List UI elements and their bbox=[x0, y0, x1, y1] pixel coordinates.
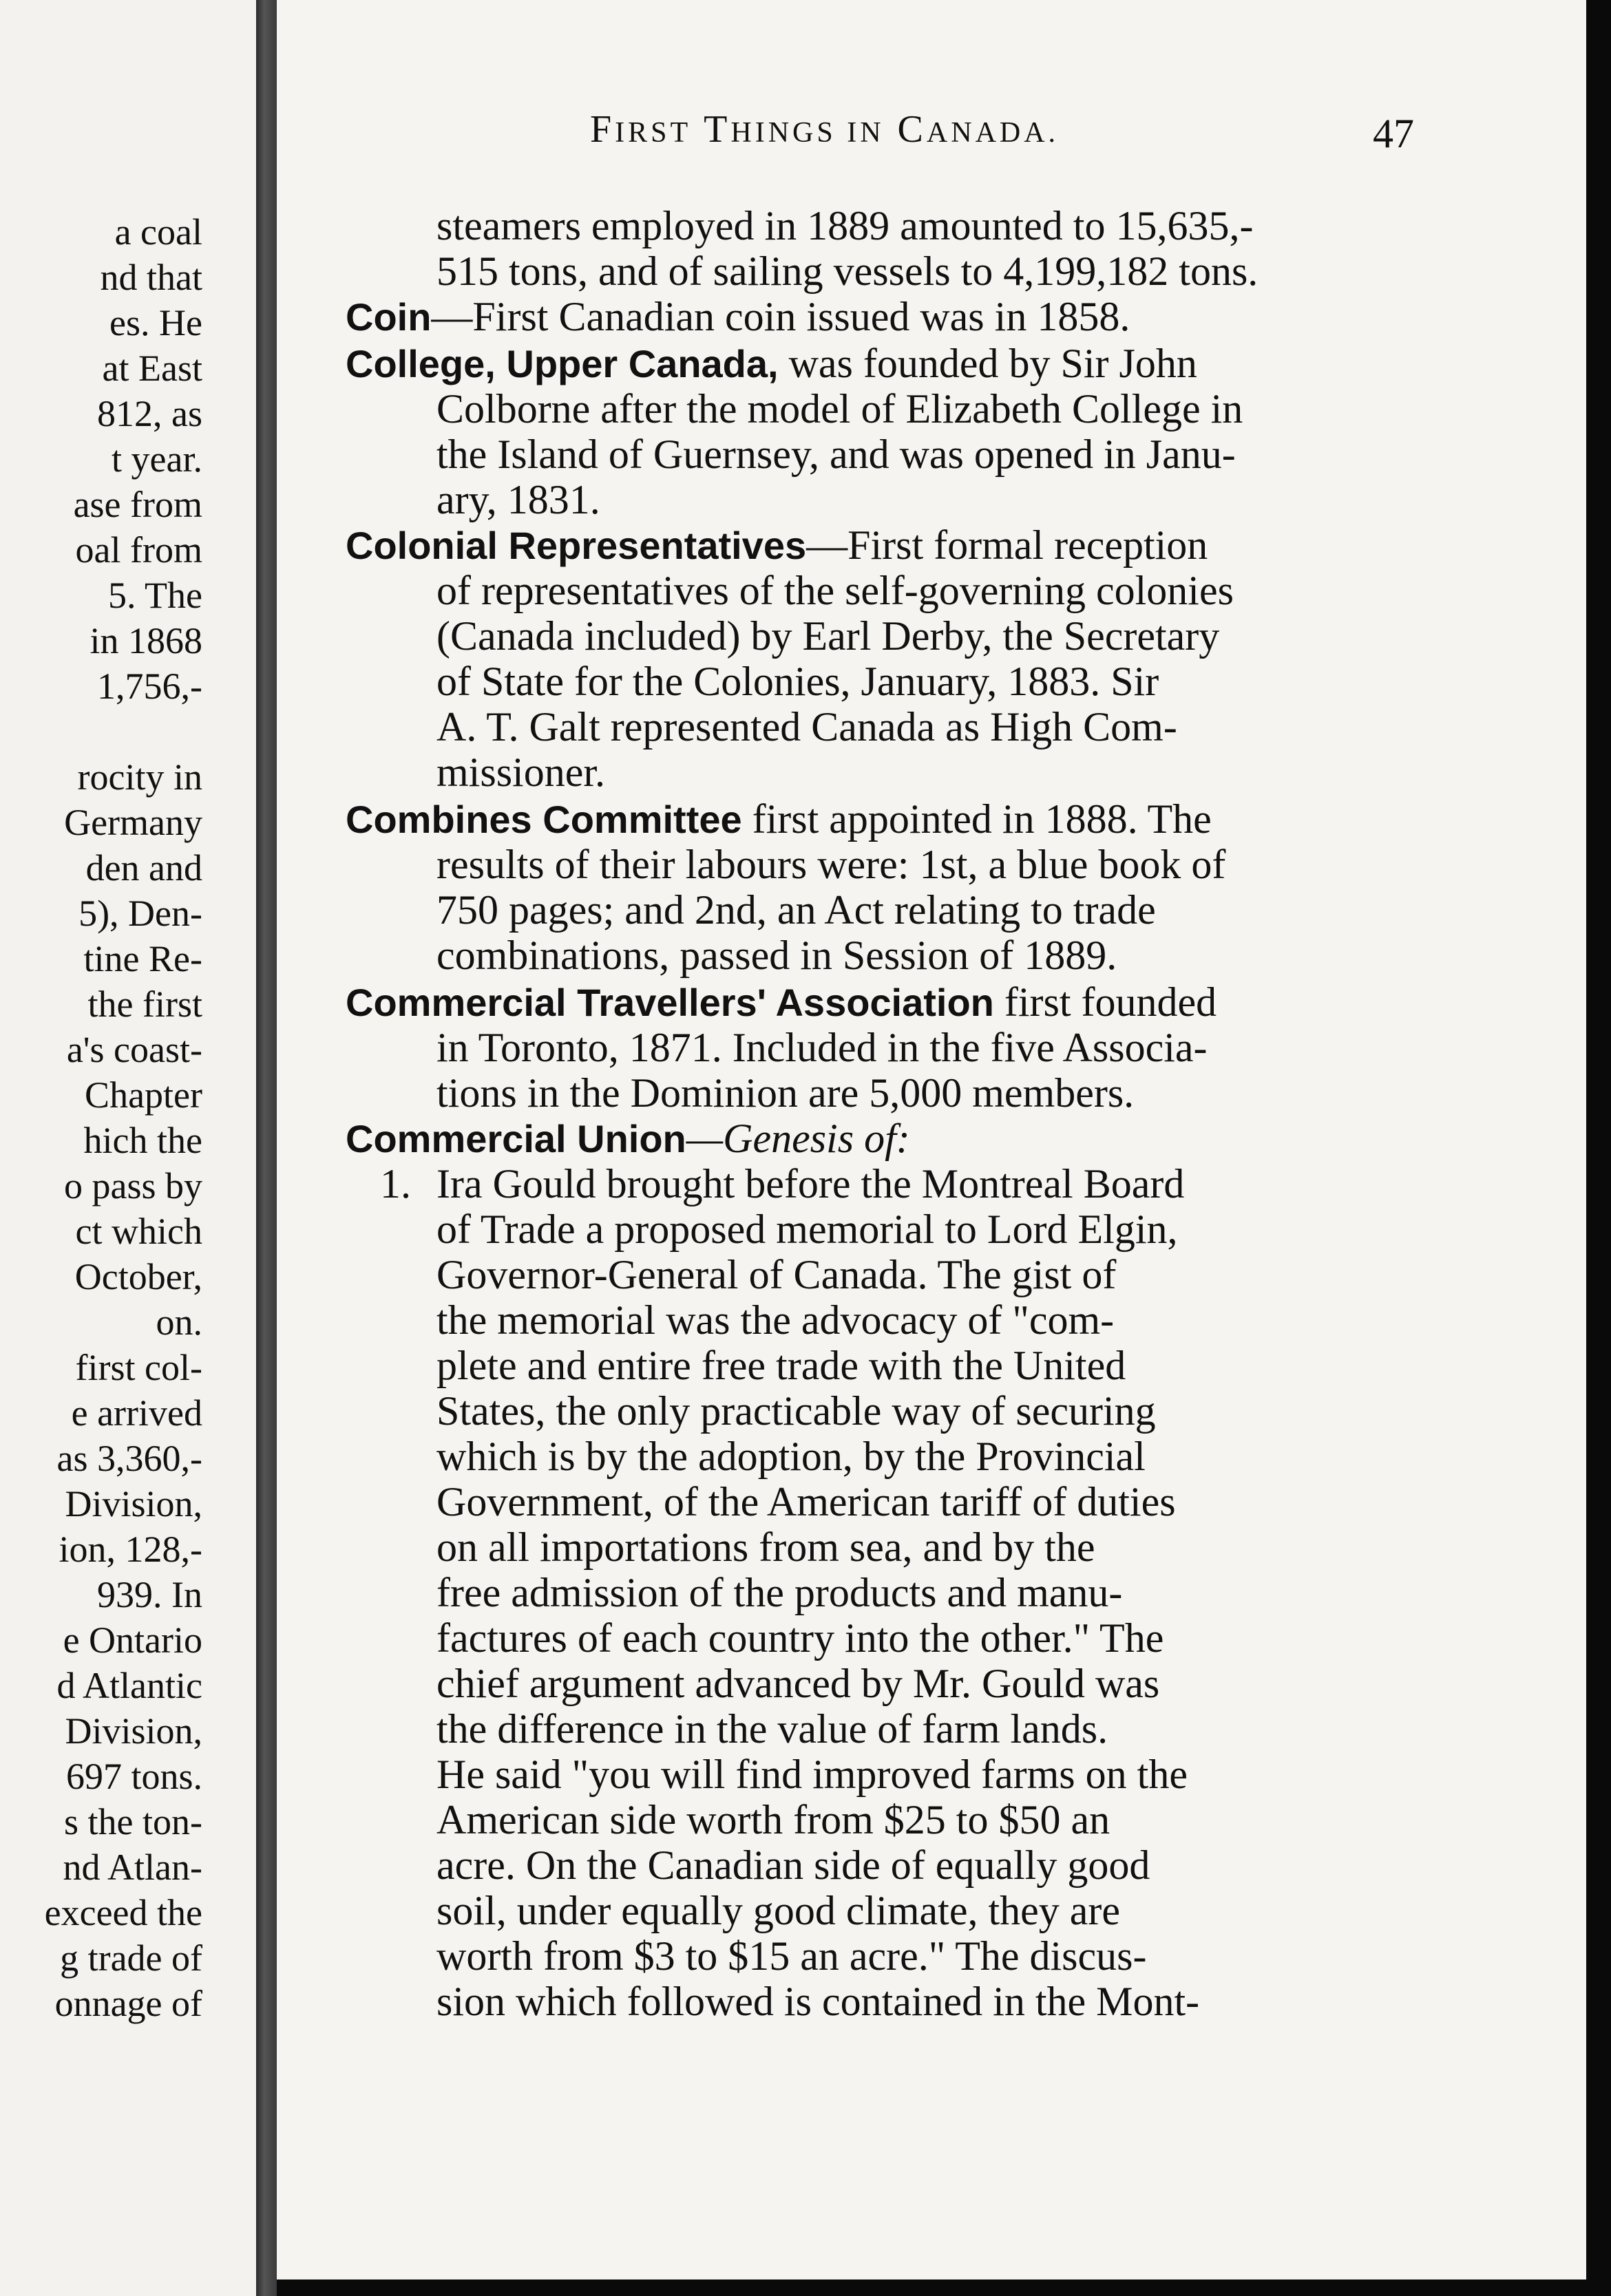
text-line: Governor-General of Canada. The gist of bbox=[436, 1252, 1117, 1297]
entry-coin: Coin—First Canadian coin issued was in 1858. bbox=[346, 294, 1130, 339]
text-line: 515 tons, and of sailing vessels to 4,199,182 tons. bbox=[436, 248, 1259, 294]
text-line: factures of each country into the other." The bbox=[436, 1615, 1164, 1661]
entry-headword: Coin bbox=[346, 295, 432, 339]
text-line: Government, of the American tariff of duties bbox=[436, 1479, 1176, 1524]
left-page-fragment: 5. The bbox=[108, 575, 202, 616]
left-page-fragment: 5), Den- bbox=[78, 893, 202, 934]
left-page-fragment: 812, as bbox=[97, 393, 202, 434]
text-line: (Canada included) by Earl Derby, the Secretary bbox=[436, 613, 1220, 659]
left-page-fragment: as 3,360,- bbox=[56, 1438, 202, 1479]
running-head: FIRST THINGS IN CANADA. bbox=[590, 108, 1060, 151]
book-gutter bbox=[256, 0, 277, 2296]
left-page-fragment: t year. bbox=[112, 438, 202, 480]
left-page-fragment: 1,756,- bbox=[97, 666, 202, 707]
entry-headword: Commercial Travellers' Association bbox=[346, 981, 994, 1024]
left-page-fragment: 939. In bbox=[97, 1574, 202, 1615]
left-page-fragment: ase from bbox=[73, 484, 202, 525]
left-page-fragment: Chapter bbox=[85, 1074, 202, 1116]
left-page-fragment: es. He bbox=[109, 302, 202, 343]
entry-combines-committee: Combines Committee first appointed in 1888. The bbox=[346, 796, 1212, 842]
left-page-fragment: Division, bbox=[65, 1483, 202, 1524]
left-page-fragment: on. bbox=[156, 1301, 202, 1343]
text-line: the memorial was the advocacy of "com- bbox=[436, 1297, 1115, 1343]
left-page-fragment: 697 tons. bbox=[65, 1756, 202, 1797]
text-line: tions in the Dominion are 5,000 members. bbox=[436, 1070, 1135, 1116]
left-page-fragment: at East bbox=[102, 348, 202, 389]
left-page-fragment: oal from bbox=[75, 529, 202, 571]
text-line: ary, 1831. bbox=[436, 477, 600, 522]
text-line: on all importations from sea, and by the bbox=[436, 1524, 1095, 1570]
text-line: free admission of the products and manu- bbox=[436, 1570, 1123, 1615]
left-page-fragment: a's coast- bbox=[66, 1029, 202, 1070]
left-page-fragment: e arrived bbox=[71, 1392, 202, 1434]
text-line: A. T. Galt represented Canada as High Com- bbox=[436, 704, 1177, 750]
right-page bbox=[277, 0, 1586, 2279]
left-page-fragment: e Ontario bbox=[63, 1619, 202, 1661]
list-number: 1. bbox=[380, 1161, 411, 1207]
text-line: missioner. bbox=[436, 750, 606, 795]
text-line: the Island of Guernsey, and was opened in Janu- bbox=[436, 432, 1236, 477]
text-line: combinations, passed in Session of 1889. bbox=[436, 933, 1117, 978]
text-line: plete and entire free trade with the United bbox=[436, 1343, 1126, 1388]
entry-headword: Commercial Union bbox=[346, 1117, 686, 1160]
left-page-fragment: g trade of bbox=[60, 1937, 202, 1979]
left-page-fragment: first col- bbox=[75, 1347, 202, 1388]
entry-headword: College, Upper Canada, bbox=[346, 342, 779, 385]
scan-border bbox=[1586, 0, 1611, 2296]
left-page-fragment: tine Re- bbox=[83, 938, 202, 979]
text-line: American side worth from $25 to $50 an bbox=[436, 1797, 1110, 1842]
left-page-fragment: rocity in bbox=[77, 756, 202, 798]
left-page-fragment: Germany bbox=[64, 802, 202, 843]
text-line: He said "you will find improved farms on the bbox=[436, 1752, 1188, 1797]
text-line: which is by the adoption, by the Provincial bbox=[436, 1434, 1146, 1479]
left-page-fragment: den and bbox=[85, 847, 202, 889]
entry-college: College, Upper Canada, was founded by Sir John bbox=[346, 341, 1197, 386]
text-line: States, the only practicable way of securing bbox=[436, 1388, 1156, 1434]
left-page-fragment: o pass by bbox=[64, 1165, 202, 1207]
left-page-fragment: nd Atlan- bbox=[63, 1847, 202, 1888]
text-line: 750 pages; and 2nd, an Act relating to trade bbox=[436, 887, 1156, 933]
text-line: of representatives of the self-governing colonies bbox=[436, 568, 1234, 613]
text-line: soil, under equally good climate, they are bbox=[436, 1888, 1121, 1933]
entry-headword: Colonial Representatives bbox=[346, 524, 807, 567]
text-line: worth from $3 to $15 an acre." The discus- bbox=[436, 1933, 1147, 1979]
left-page-fragment: onnage of bbox=[54, 1983, 202, 2024]
left-page-fragment: October, bbox=[74, 1256, 202, 1297]
text-line: Ira Gould brought before the Montreal Board bbox=[436, 1161, 1185, 1207]
left-page-fragment: in 1868 bbox=[90, 620, 202, 661]
text-line: the difference in the value of farm lands. bbox=[436, 1706, 1108, 1752]
page-number: 47 bbox=[1373, 111, 1414, 156]
text-line: sion which followed is contained in the Mont- bbox=[436, 1979, 1200, 2024]
left-page-fragment: nd that bbox=[100, 257, 202, 298]
left-page-fragment: exceed the bbox=[44, 1892, 202, 1933]
left-page-fragment: hich the bbox=[83, 1120, 202, 1161]
left-page-fragment: Division, bbox=[65, 1710, 202, 1752]
text-line: of State for the Colonies, January, 1883. Sir bbox=[436, 659, 1159, 704]
entry-commercial-travellers: Commercial Travellers' Association first founded bbox=[346, 979, 1217, 1025]
text-line: results of their labours were: 1st, a blue book of bbox=[436, 842, 1226, 887]
text-line: acre. On the Canadian side of equally good bbox=[436, 1842, 1150, 1888]
left-page bbox=[0, 0, 256, 2296]
entry-commercial-union: Commercial Union—Genesis of: bbox=[346, 1116, 910, 1161]
left-page-fragment: d Atlantic bbox=[56, 1665, 202, 1706]
text-line: Colborne after the model of Elizabeth College in bbox=[436, 386, 1243, 432]
text-line: chief argument advanced by Mr. Gould was bbox=[436, 1661, 1160, 1706]
text-line: steamers employed in 1889 amounted to 15,635,- bbox=[436, 203, 1254, 248]
text-line: of Trade a proposed memorial to Lord Elgin, bbox=[436, 1207, 1178, 1252]
left-page-fragment: a coal bbox=[114, 211, 202, 253]
entry-colonial-representatives: Colonial Representatives—First formal reception bbox=[346, 522, 1208, 568]
text-line: in Toronto, 1871. Included in the five Associa- bbox=[436, 1025, 1208, 1070]
left-page-fragment: the first bbox=[87, 984, 202, 1025]
left-page-fragment: ion, 128,- bbox=[59, 1529, 202, 1570]
entry-headword: Combines Committee bbox=[346, 798, 742, 841]
left-page-fragment: s the ton- bbox=[64, 1801, 202, 1842]
left-page-fragment: ct which bbox=[75, 1211, 202, 1252]
